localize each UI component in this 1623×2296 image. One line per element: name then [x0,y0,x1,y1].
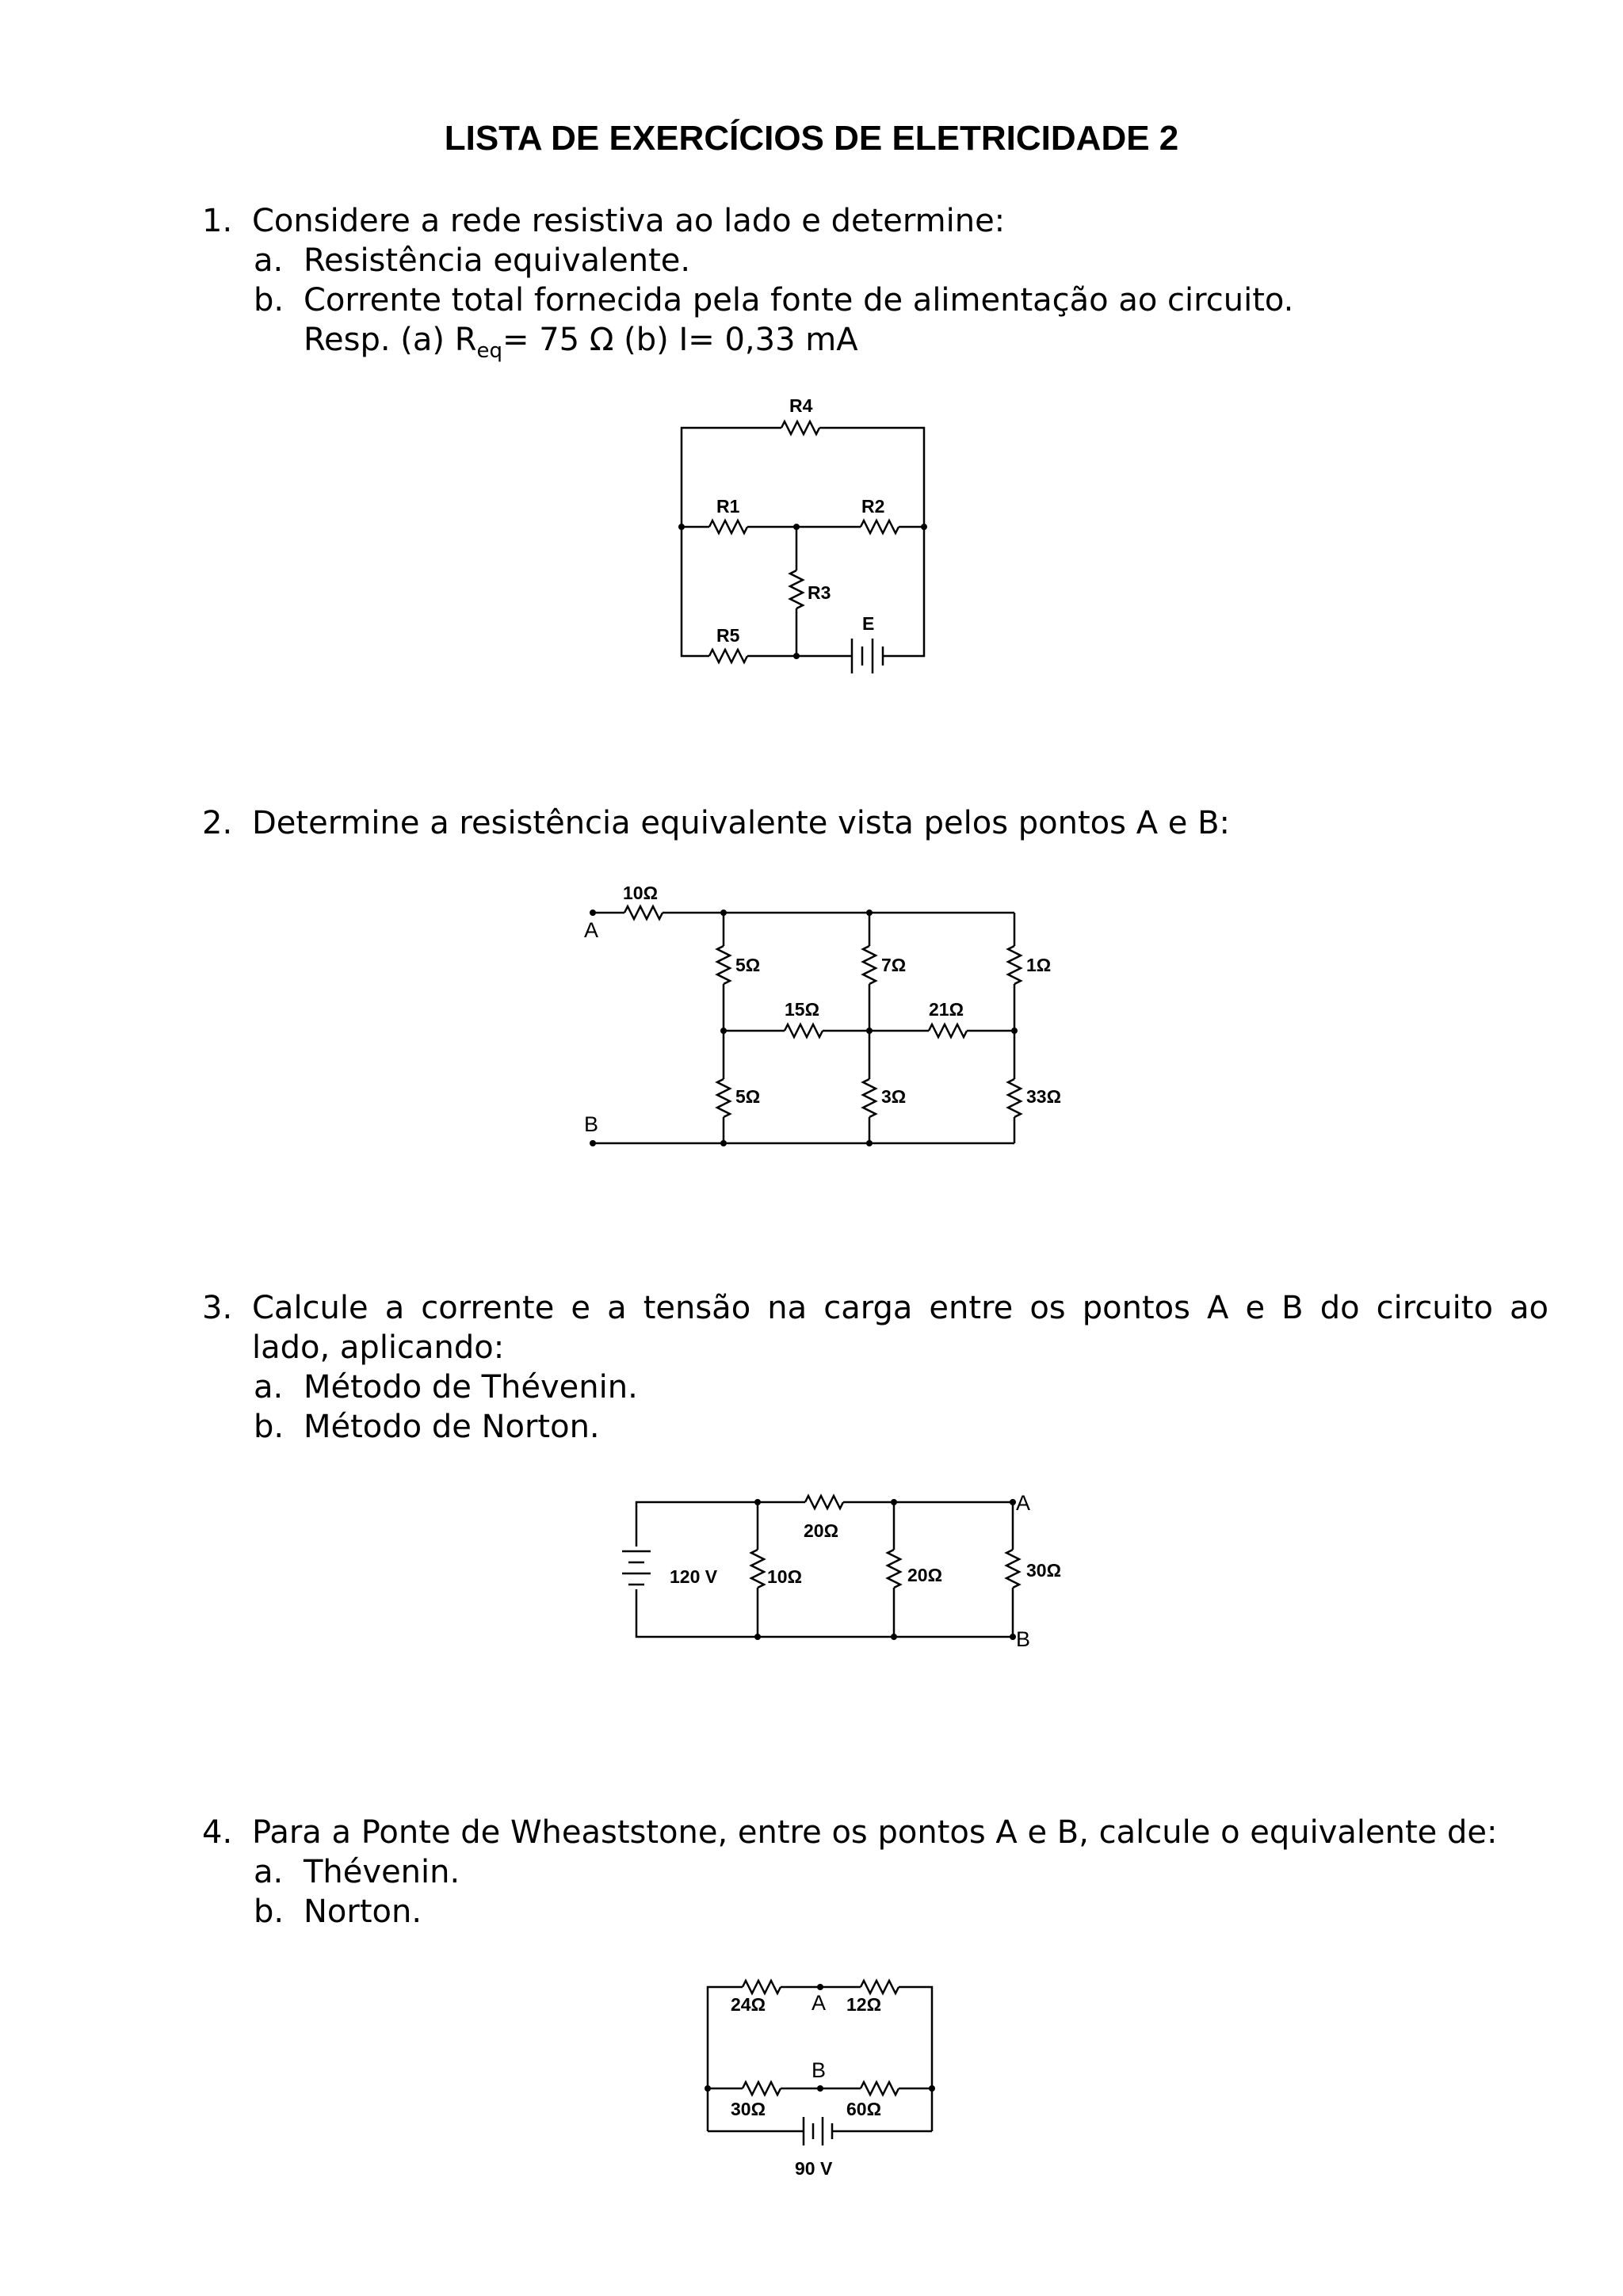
node [793,524,800,530]
node [921,524,927,530]
source-120v [622,1551,651,1585]
label-20-series: 20Ω [804,1520,839,1541]
node-a [590,910,596,916]
node [705,2085,711,2092]
label-e: E [862,613,875,634]
label-21: 21Ω [929,999,964,1020]
node [720,910,727,916]
label-5-top: 5Ω [735,955,761,975]
label-30: 30Ω [1026,1560,1062,1581]
node [891,1499,897,1505]
item-text: Norton. [304,1894,422,1930]
resistor-30 [743,2082,781,2095]
question-text: Determine a resistência equivalente vista pelos pontos A e B: [252,805,1231,841]
resistor-15 [785,1024,823,1037]
question-number: 3. [202,1290,233,1326]
battery-90v [804,2117,832,2145]
answer-suffix: = 75 Ω (b) I= 0,33 mA [502,322,858,358]
resistor-10 [624,906,663,919]
item-label: a. [254,1854,284,1890]
resistor-10 [751,1550,764,1588]
item-label: a. [254,1369,284,1405]
node [891,1634,897,1640]
circuit-2 [584,883,1061,1146]
node [720,1140,727,1146]
label-node-a: A [812,1991,827,2015]
label-7: 7Ω [881,955,907,975]
resistor-3 [863,1079,876,1117]
question-text: Para a Ponte de Wheaststone, entre os pontos A e B, calcule o equivalente de: [252,1814,1498,1851]
question-number: 1. [202,203,233,239]
circuit-3 [622,1491,1061,1651]
question-text-line-2: lado, aplicando: [252,1329,505,1366]
node-a [817,1984,823,1990]
label-90v: 90 V [795,2158,833,2179]
resistor-21 [929,1024,967,1037]
item-label: b. [254,282,285,318]
node [866,1140,873,1146]
item-text: Thévenin. [304,1854,460,1890]
circuit-4 [705,1981,935,2179]
node [1011,1028,1018,1034]
label-node-a: A [1016,1491,1031,1515]
node [678,524,685,530]
node [929,2085,935,2092]
resistor-r3 [790,570,803,608]
label-node-b: B [1016,1627,1031,1651]
label-10: 10Ω [623,883,659,903]
resistor-5-bottom [717,1079,730,1117]
node [754,1634,761,1640]
node [866,1028,873,1034]
resistor-1 [1008,946,1021,984]
item-text: Resistência equivalente. [304,242,691,279]
node-b [590,1140,596,1146]
node-b [817,2085,823,2092]
label-r5: R5 [716,625,740,646]
label-120v: 120 V [670,1566,718,1587]
wire [636,1589,1013,1637]
node [793,653,800,659]
resistor-r1 [709,521,747,533]
page-title: LISTA DE EXERCÍCIOS DE ELETRICIDADE 2 [444,119,1179,158]
item-label: b. [254,1409,285,1445]
label-node-b: B [812,2058,827,2082]
wire [883,527,924,656]
resistor-r2 [861,521,899,533]
resistor-12 [861,1981,899,1993]
question-number: 2. [202,805,233,841]
label-33: 33Ω [1026,1086,1062,1107]
item-label: a. [254,242,284,279]
resistor-30-load [1006,1550,1019,1588]
label-node-b: B [584,1112,599,1136]
label-r3: R3 [808,582,831,603]
label-r1: R1 [716,496,740,517]
wire [899,1987,932,2131]
question-text-line-1: Calcule a corrente e a tensão na carga entre os pontos A e B do circuito ao [252,1290,1549,1326]
label-20-shunt: 20Ω [907,1565,943,1585]
label-r2: R2 [861,496,885,517]
label-10: 10Ω [767,1566,803,1587]
resistor-5-top [717,946,730,984]
label-24: 24Ω [731,1994,766,2015]
item-text: Método de Norton. [304,1409,600,1445]
answer-prefix: Resp. (a) R [304,322,477,358]
node-b [1010,1634,1016,1640]
label-15: 15Ω [785,999,820,1020]
label-r4: R4 [789,395,813,416]
resistor-r4 [781,421,819,434]
resistor-7 [863,946,876,984]
node [754,1499,761,1505]
resistor-r5 [709,650,747,662]
node [720,1028,727,1034]
circuit-1 [678,395,927,673]
label-node-a: A [584,918,599,942]
wire [636,1502,758,1547]
label-12: 12Ω [846,1994,882,2015]
node-a [1010,1499,1016,1505]
wire [682,527,709,656]
question-text: Considere a rede resistiva ao lado e determine: [252,203,1006,239]
item-text: Método de Thévenin. [304,1369,638,1405]
resistor-20-series [805,1496,843,1508]
question-number: 4. [202,1814,233,1851]
node [866,910,873,916]
label-60: 60Ω [846,2099,882,2119]
item-label: b. [254,1894,285,1930]
label-30: 30Ω [731,2099,766,2119]
label-5-bottom: 5Ω [735,1086,761,1107]
resistor-33 [1008,1079,1021,1117]
resistor-60 [861,2082,899,2095]
label-3: 3Ω [881,1086,907,1107]
resistor-24 [743,1981,781,1993]
item-text: Corrente total fornecida pela fonte de alimentação ao circuito. [304,282,1294,318]
resistor-20-shunt [888,1550,900,1588]
battery-e [852,639,883,673]
label-1: 1Ω [1026,955,1052,975]
answer-subscript: eq [476,339,502,363]
